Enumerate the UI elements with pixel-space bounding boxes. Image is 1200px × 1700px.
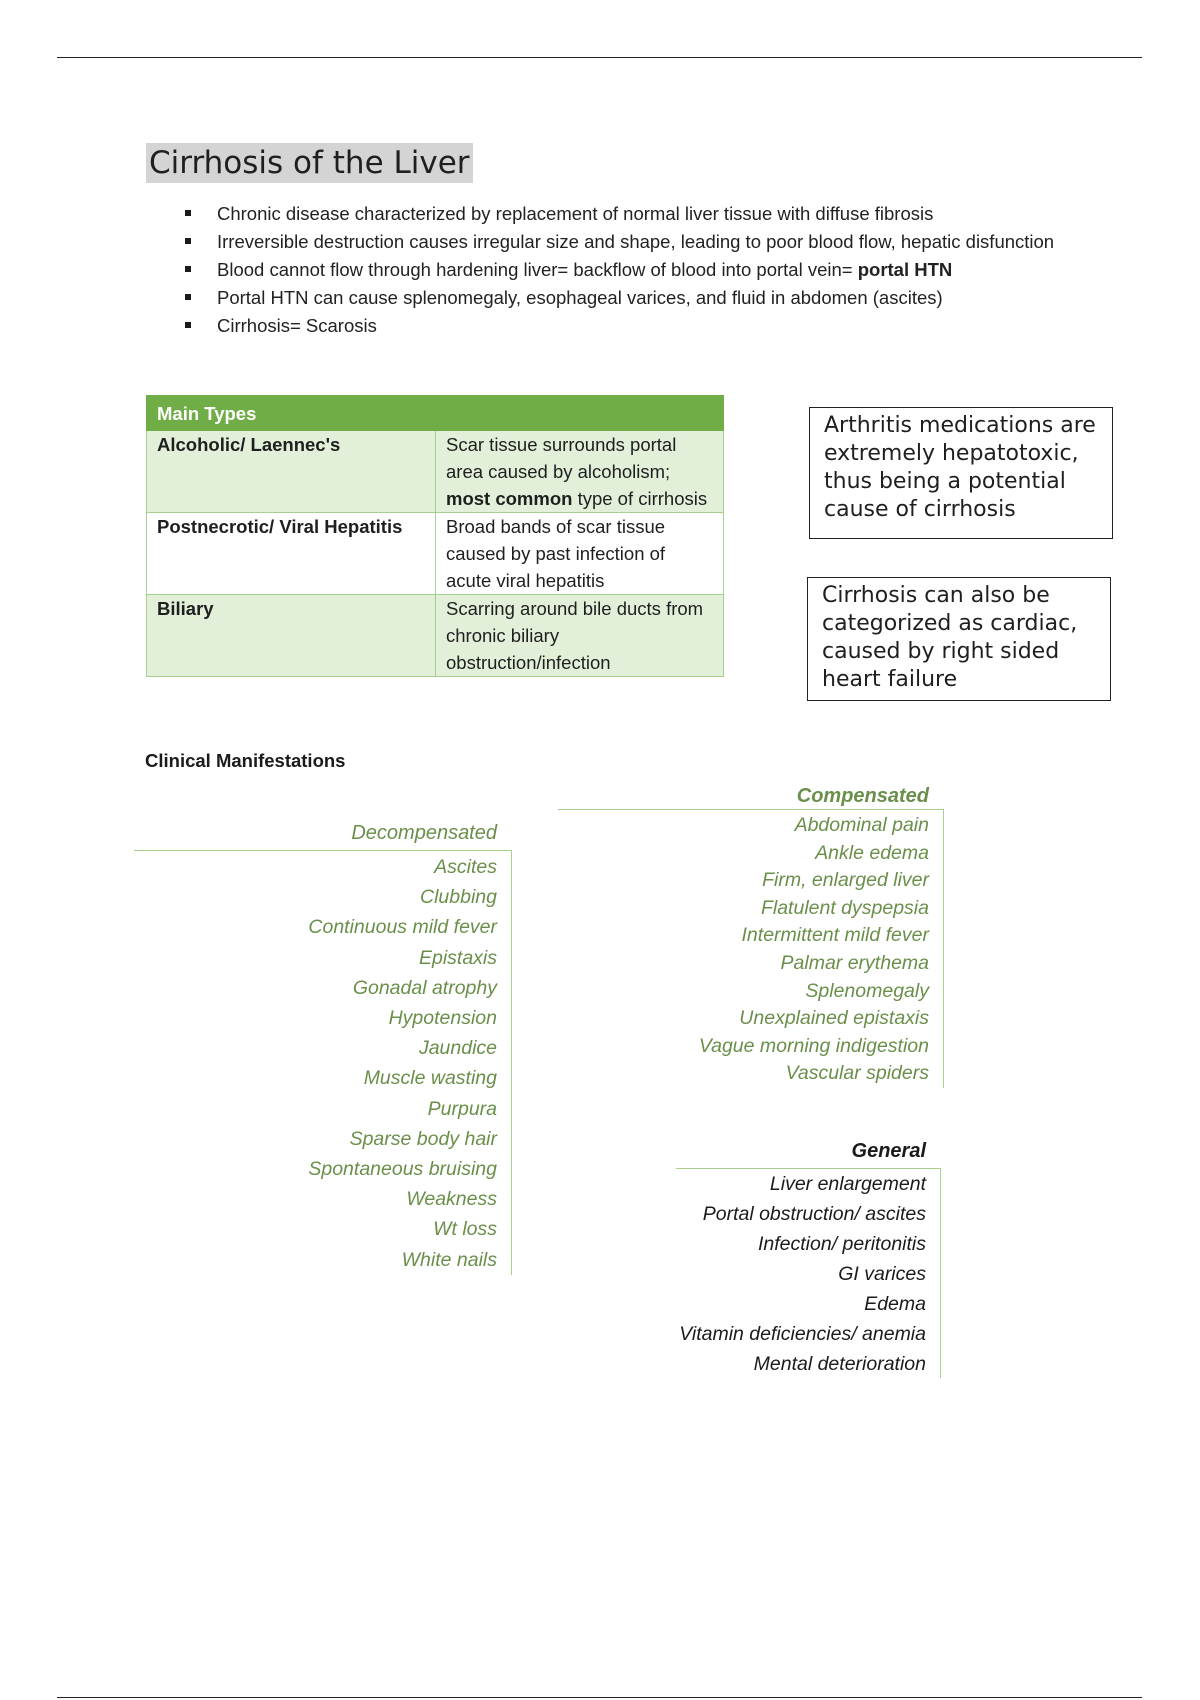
type-description: Scar tissue surrounds portal area caused by alcoholism; most common type of cirrhosis [436, 431, 724, 513]
list-item: Gonadal atrophy [352, 976, 497, 999]
list-item: Continuous mild fever [308, 916, 497, 939]
type-name: Postnecrotic/ Viral Hepatitis [147, 513, 436, 595]
list-item: Mental deterioration [753, 1353, 926, 1375]
compensated-column [558, 781, 944, 1088]
list-item: Clubbing [420, 886, 497, 909]
list-item: Sparse body hair [349, 1127, 497, 1150]
square-bullet-icon [185, 210, 191, 216]
decompensated-heading: Decompensated [351, 822, 497, 844]
general-column [676, 1134, 941, 1381]
bullet-item: Portal HTN can cause splenomegaly, esophageal varices, and fluid in abdomen (ascites) [182, 284, 1062, 312]
list-item: Jaundice [418, 1037, 497, 1060]
type-name: Biliary [147, 595, 436, 677]
cardiac-note-box: Cirrhosis can also be categorized as cardiac, caused by right sided heart failure [807, 577, 1111, 701]
compensated-heading: Compensated [796, 785, 929, 807]
footer-rule [57, 1697, 1142, 1698]
arthritis-note-box: Arthritis medications are extremely hepatotoxic, thus being a potential cause of cirrhosis [809, 407, 1113, 539]
square-bullet-icon [185, 238, 191, 244]
square-bullet-icon [185, 322, 191, 328]
type-name: Alcoholic/ Laennec's [147, 431, 436, 513]
square-bullet-icon [185, 294, 191, 300]
list-item: GI varices [838, 1263, 926, 1285]
bullet-list [182, 200, 1062, 340]
square-bullet-icon [185, 266, 191, 272]
list-item: Muscle wasting [363, 1067, 497, 1090]
table-header: Main Types [147, 396, 724, 431]
type-description: Scarring around bile ducts from chronic biliary obstruction/infection [436, 595, 724, 677]
list-item: Abdominal pain [794, 814, 929, 836]
type-description: Broad bands of scar tissue caused by past infection of acute viral hepatitis [436, 513, 724, 595]
list-item: Edema [864, 1293, 926, 1315]
decompensated-list [134, 851, 512, 1275]
page-title: Cirrhosis of the Liver [146, 143, 473, 183]
list-item: Infection/ peritonitis [757, 1233, 926, 1255]
list-item: Epistaxis [418, 946, 497, 969]
general-heading: General [851, 1140, 926, 1162]
list-item: Ascites [434, 856, 497, 878]
list-item: Splenomegaly [805, 979, 929, 1002]
list-item: Liver enlargement [769, 1173, 926, 1195]
list-item: Ankle edema [815, 841, 929, 864]
bullet-item: Chronic disease characterized by replacement of normal liver tissue with diffuse fibrosis [182, 200, 1062, 228]
list-item: Vitamin deficiencies/ anemia [679, 1323, 926, 1345]
list-item: Spontaneous bruising [308, 1158, 497, 1181]
list-item: Vascular spiders [785, 1062, 929, 1085]
list-item: Palmar erythema [780, 951, 929, 974]
compensated-list [558, 810, 944, 1088]
table-row [147, 595, 724, 677]
list-item: Unexplained epistaxis [739, 1007, 929, 1030]
list-item: Wt loss [433, 1218, 497, 1241]
general-list [676, 1169, 941, 1378]
main-types-table [146, 395, 724, 677]
table-row [147, 513, 724, 595]
bullet-bold-term: portal HTN [857, 259, 953, 280]
list-item: Purpura [427, 1097, 497, 1120]
list-item: Weakness [406, 1188, 497, 1211]
table-row [147, 431, 724, 513]
list-item: Vague morning indigestion [698, 1034, 929, 1057]
header-rule [57, 57, 1142, 58]
bullet-item: Cirrhosis= Scarosis [182, 312, 1062, 340]
list-item: White nails [401, 1248, 497, 1271]
clinical-manifestations-heading: Clinical Manifestations [145, 750, 346, 771]
list-item: Firm, enlarged liver [762, 869, 929, 892]
list-item: Intermittent mild fever [741, 924, 929, 947]
decompensated-column [134, 818, 512, 1275]
list-item: Portal obstruction/ ascites [702, 1203, 926, 1225]
bullet-item: Blood cannot flow through hardening liver= backflow of blood into portal vein= portal HTN [182, 256, 1062, 284]
list-item: Hypotension [388, 1007, 497, 1030]
bullet-item: Irreversible destruction causes irregular size and shape, leading to poor blood flow, hepatic disfunction [182, 228, 1062, 256]
list-item: Flatulent dyspepsia [760, 896, 929, 919]
